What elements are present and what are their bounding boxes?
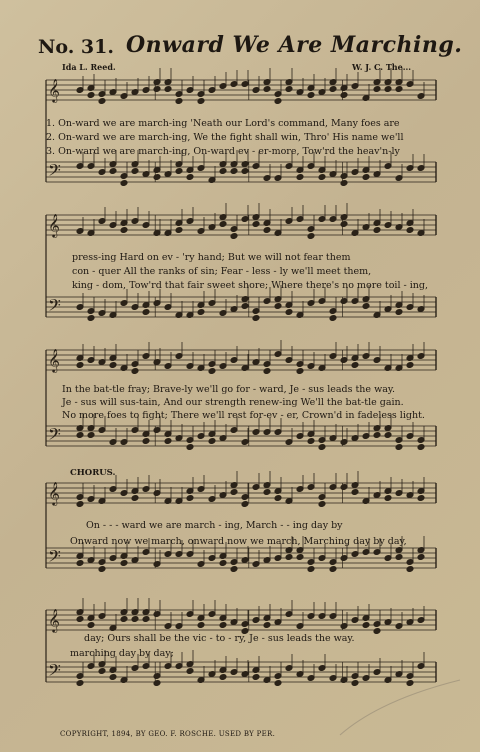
treble-clef-icon: 𝄞 (48, 213, 60, 237)
bass-clef-icon: 𝄢 (48, 160, 61, 184)
chorus-upper-lyric: On - - - ward we are march - ing, March - - ing day by (86, 520, 343, 531)
bass-clef-icon: 𝄢 (48, 295, 61, 319)
note-group (76, 598, 425, 634)
verse-line-2-3: king - dom, Tow'rd that fair sweet shore; Where there's no more toil - ing, (72, 280, 429, 291)
treble-clef-icon: 𝄞 (48, 481, 60, 505)
bass-clef-icon: 𝄢 (48, 660, 61, 684)
bass-clef-icon: 𝄢 (48, 424, 61, 448)
verse-line-2-2: con - quer All the ranks of sin; Fear - less - ly we'll meet them, (72, 266, 372, 277)
bass-clef-icon: 𝄢 (48, 546, 61, 570)
note-group (76, 471, 425, 507)
verse-line-3-3: No more foes to fight; There we'll rest for-ev - er, Crown'd in fadeless light. (62, 410, 425, 421)
verse-line-1-2: 2. On-ward we are march-ing, We the fight shall win, Thro' His name we'll (46, 132, 404, 143)
note-group (76, 340, 425, 374)
final-upper-lyric: day; Ours shall be the vic - to - ry, Je - sus leads the way. (84, 633, 355, 644)
treble-clef-icon: 𝄞 (48, 78, 60, 102)
chorus-label: CHORUS. (70, 468, 116, 478)
note-group (76, 68, 425, 104)
copyright-notice: COPYRIGHT, 1894, BY GEO. F. ROSCHE. USED BY PER. (60, 730, 276, 738)
lyricist-credit: Ida L. Reed. (62, 62, 116, 72)
verse-line-1-1: 1. On-ward we are march-ing 'Neath our Lord's command, Many foes are (46, 118, 400, 129)
verse-line-3-1: In the bat-tle fray; Brave-ly we'll go for - ward, Je - sus leads the way. (62, 384, 395, 395)
chorus-lower-lyric: Onward now we march, onward now we march, Marching day by day, (70, 536, 407, 547)
treble-clef-icon: 𝄞 (48, 608, 60, 632)
hymn-title: Onward We Are Marching. (126, 32, 463, 58)
treble-clef-icon: 𝄞 (48, 348, 60, 372)
composer-credit: W. J. C. The... (352, 62, 412, 72)
verse-line-2-1: press-ing Hard on ev - 'ry hand; But we will not fear them (72, 252, 351, 263)
verse-line-1-3: 3. On-ward we are march-ing, On-ward ev - er-more, Tow'rd the heav'n-ly (46, 146, 400, 157)
verse-line-3-2: Je - sus will sus-tain, And our strength renew-ing We'll the bat-tle gain. (62, 397, 404, 408)
note-group (76, 203, 425, 239)
hymn-number: No. 31. (38, 36, 114, 58)
final-lower-lyric: marching day by day; (70, 648, 174, 659)
